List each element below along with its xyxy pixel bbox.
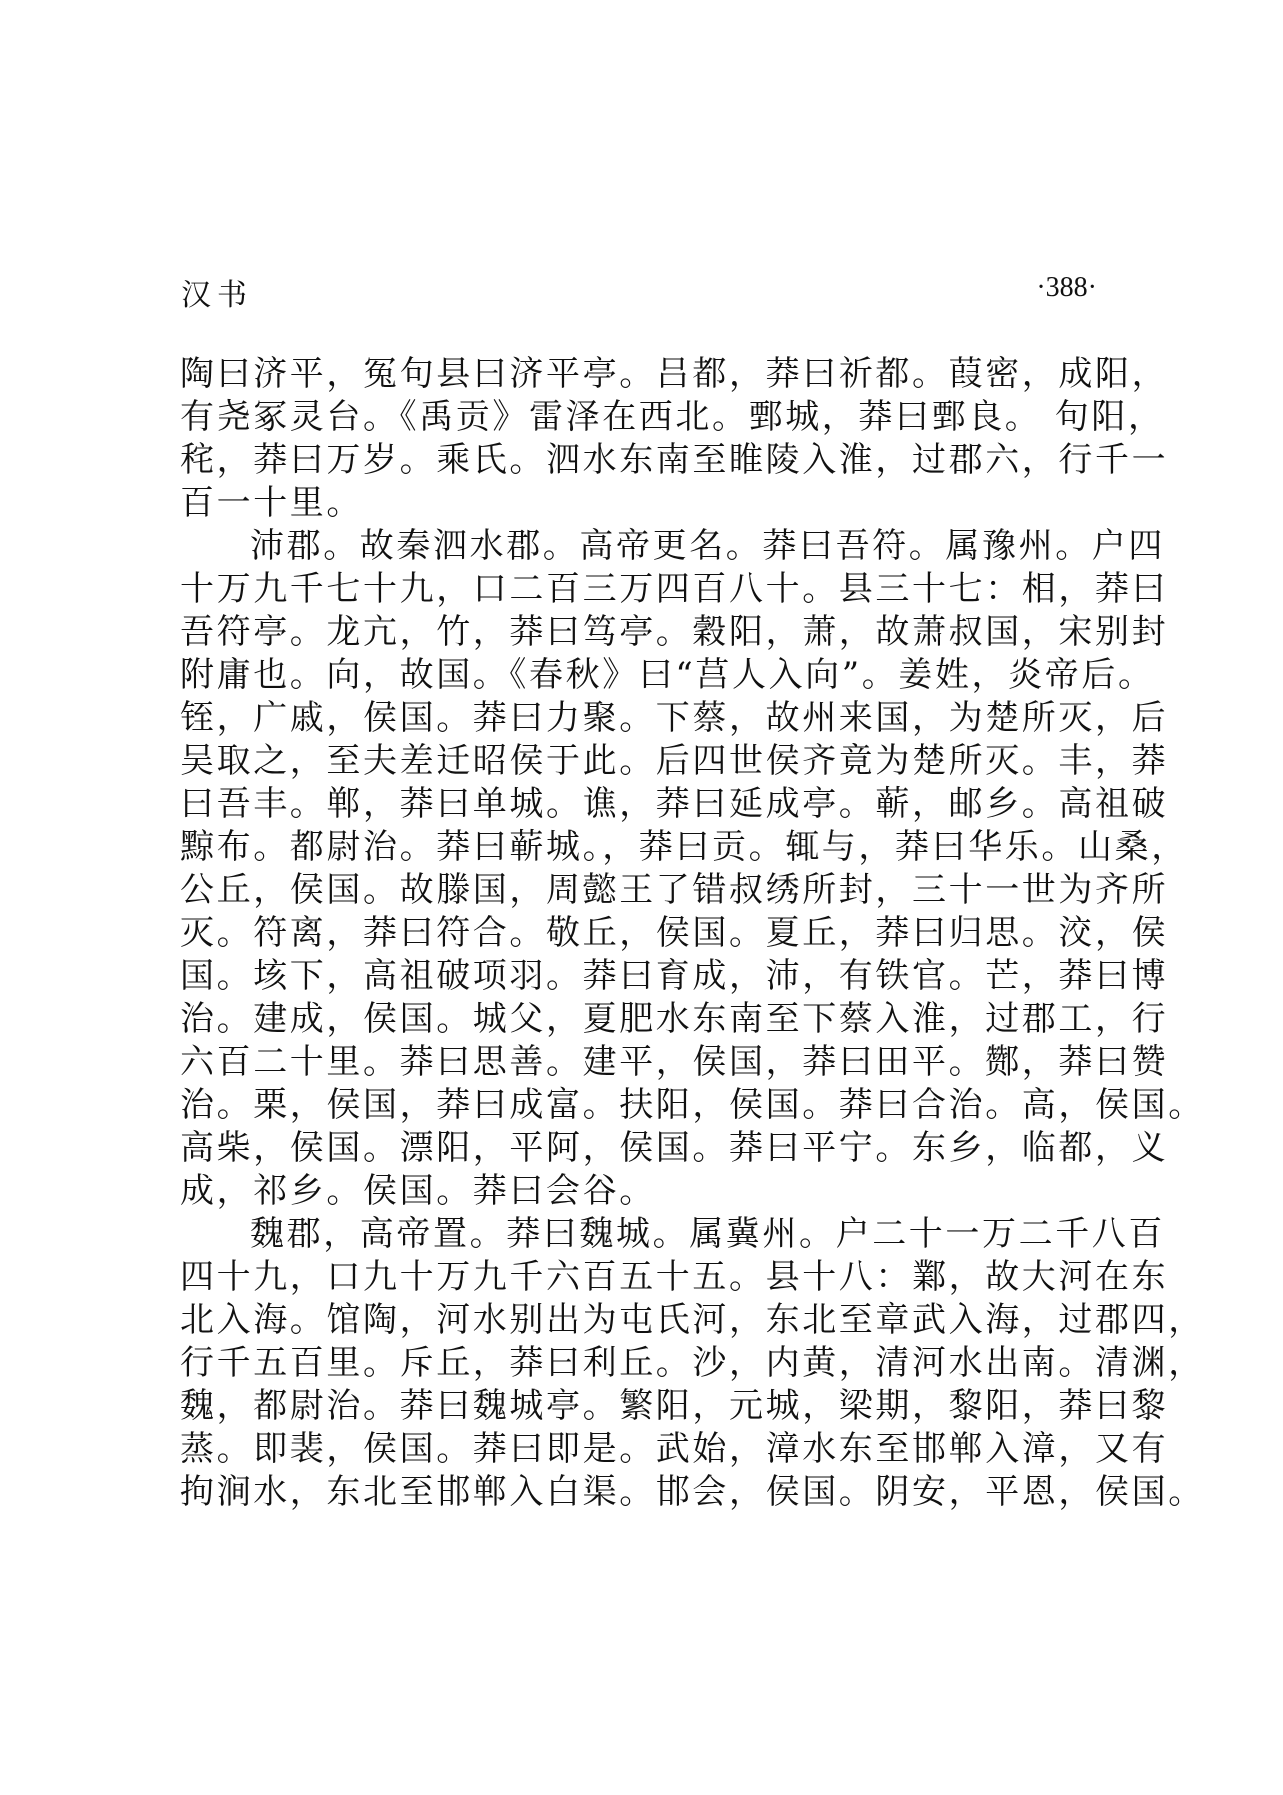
body-text [180,353,1205,1514]
text-line: 吾符亭。龙亢，竹，莽曰笃亭。穀阳，萧，故萧叔国，宋别封 [180,612,1169,652]
text-line: 治。建成，侯国。城父，夏肥水东南至下蔡入淮，过郡工，行 [180,999,1169,1039]
text-line: 黥布。都尉治。莽曰蕲城。，莽曰贡。辄与，莽曰华乐。山桑， [180,827,1188,867]
paragraph [180,525,1205,1213]
text-line: 治。栗，侯国，莽曰成富。扶阳，侯国。莽曰合治。高，侯国。 [180,1085,1205,1125]
text-line: 行千五百里。斥丘，莽曰利丘。沙，内黄，清河水出南。清渊， [180,1343,1205,1383]
text-line: 魏郡，高帝置。莽曰魏城。属冀州。户二十一万二千八百 [250,1214,1165,1254]
paragraph [180,353,1169,525]
text-line: 十万九千七十九，口二百三万四百八十。县三十七：相，莽曰 [180,569,1169,609]
text-line: 四十九，口九十万九千六百五十五。县十八：鄴，故大河在东 [180,1257,1169,1297]
text-line: 高柴，侯国。漂阳，平阿，侯国。莽曰平宁。东乡，临都，义 [180,1128,1169,1168]
page-number: ·388· [1036,272,1097,303]
text-line: 沛郡。故秦泗水郡。高帝更名。莽曰吾符。属豫州。户四 [250,526,1165,566]
text-line: 六百二十里。莽曰思善。建平，侯国，莽曰田平。酂，莽曰赞 [180,1042,1169,1082]
text-line: 陶曰济平，冤句县曰济平亭。吕都，莽曰祈都。葭密，成阳， [180,354,1169,394]
text-line: 灭。符离，莽曰符合。敬丘，侯国。夏丘，莽曰归思。洨，侯 [180,913,1169,953]
text-line: 公丘，侯国。故滕国，周懿王了错叔绣所封，三十一世为齐所 [180,870,1169,910]
paragraph [180,1213,1205,1514]
text-line: 成，祁乡。侯国。莽曰会谷。 [180,1171,656,1211]
text-line: 铚，广戚，侯国。莽曰力聚。下蔡，故州来国，为楚所灭，后 [180,698,1169,738]
text-line: 吴取之，至夫差迁昭侯于此。后四世侯齐竟为楚所灭。丰，莽 [180,741,1169,781]
text-line: 秺，莽曰万岁。乘氏。泗水东南至睢陵入淮，过郡六，行千一 [180,440,1169,480]
text-line: 有尧冢灵台。《禹贡》雷泽在西北。鄄城，莽曰鄄良。 句阳， [180,397,1165,437]
text-line: 附庸也。向，故国。《春秋》曰“莒人入向”。姜姓，炎帝后。 [180,655,1155,695]
text-line: 曰吾丰。郸，莽曰单城。谯，莽曰延成亭。蕲，邮乡。高祖破 [180,784,1169,824]
running-title: 汉书 [181,278,253,313]
text-line: 蒸。即裴，侯国。莽曰即是。武始，漳水东至邯郸入漳，又有 [180,1429,1169,1469]
text-line: 魏，都尉治。莽曰魏城亭。繁阳，元城，梁期，黎阳，莽曰黎 [180,1386,1169,1426]
text-line: 百一十里。 [180,483,363,523]
text-line: 国。垓下，高祖破项羽。莽曰育成，沛，有铁官。芒，莽曰博 [180,956,1169,996]
text-line: 拘涧水，东北至邯郸入白渠。邯会，侯国。阴安，平恩，侯国。 [180,1472,1205,1512]
text-line: 北入海。馆陶，河水别出为屯氏河，东北至章武入海，过郡四， [180,1300,1205,1340]
